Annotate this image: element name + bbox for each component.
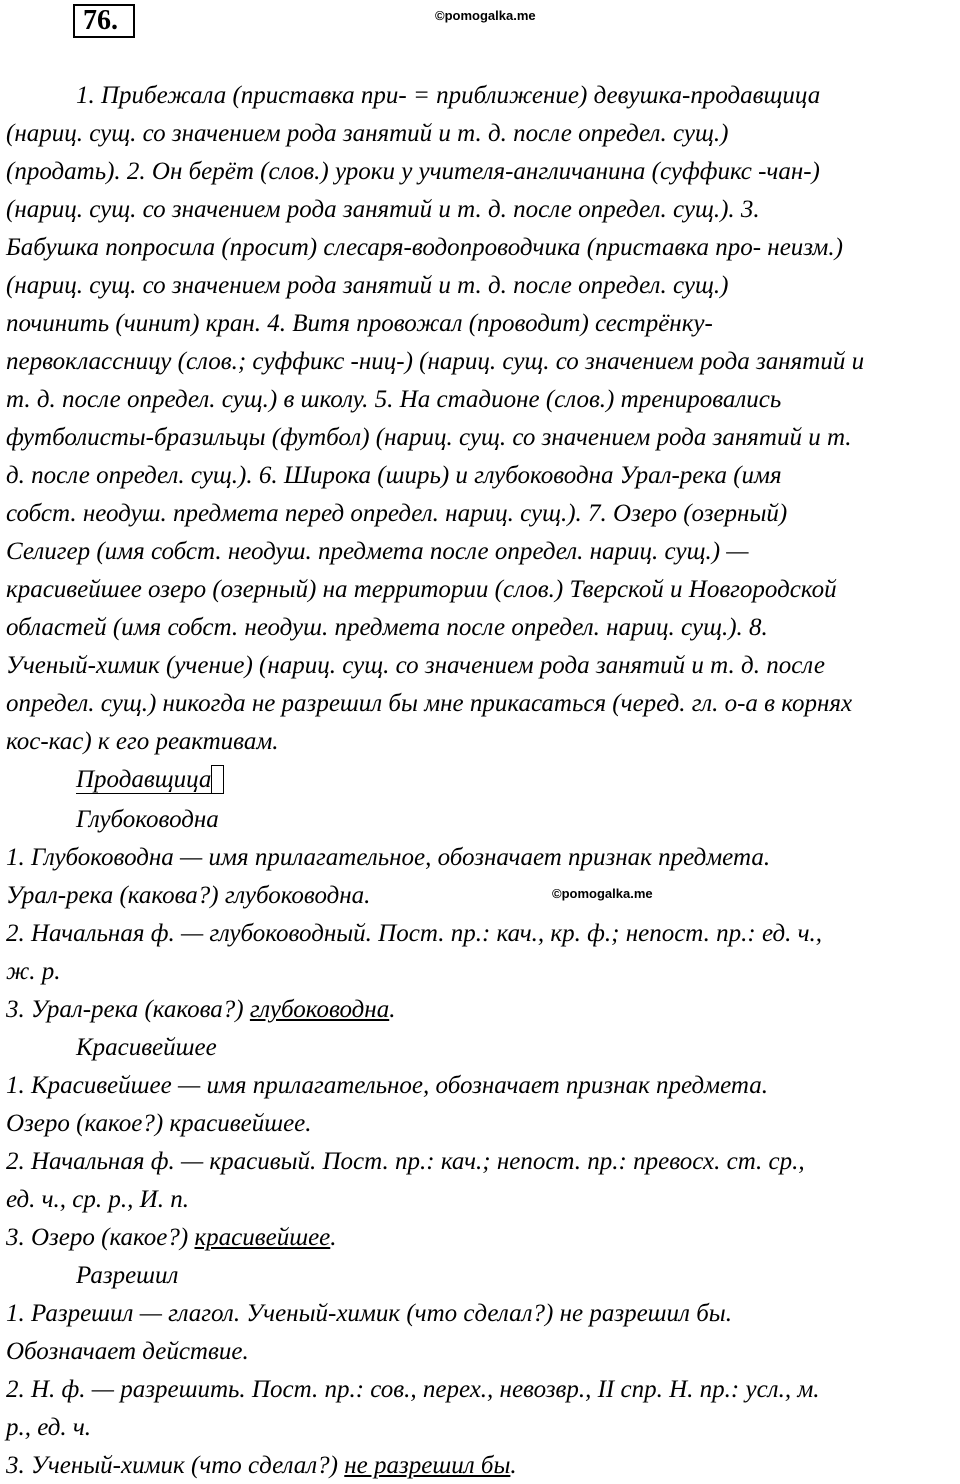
w4-line-4: р., ед. ч. [6, 1414, 92, 1441]
text-line-4: (нариц. сущ. со значением рода занятий и т. д. после определ. сущ.). 3. [6, 196, 760, 223]
text-line-15: областей (имя собст. неодуш. предмета после определ. нариц. сущ.). 8. [6, 614, 768, 641]
text-line-6: (нариц. сущ. со значением рода занятий и т. д. после определ. сущ.) [6, 272, 729, 299]
w4-line-5: 3. Ученый-химик (что сделал?) не разрешил бы. [6, 1452, 517, 1479]
text-line-1: 1. Прибежала (приставка при- = приближение) девушка-продавщица [76, 82, 821, 109]
task-number: 76. [73, 4, 135, 38]
text-line-9: т. д. после определ. сущ.) в школу. 5. На стадионе (слов.) тренировались [6, 386, 782, 413]
text-line-12: собст. неодуш. предмета перед определ. нариц. сущ.). 7. Озеро (озерный) [6, 500, 788, 527]
word-krasiveyshee: Красивейшее [76, 1034, 217, 1061]
watermark-top: ©pomogalka.me [435, 8, 536, 23]
watermark-mid: ©pomogalka.me [552, 886, 653, 901]
text-line-3: (продать). 2. Он берёт (слов.) уроки у учителя-англичанина (суффикс -чан-) [6, 158, 820, 185]
w2-line-5: 3. Урал-река (какова?) глубоководна. [6, 996, 396, 1023]
w3-line-3: 2. Начальная ф. — красивый. Пост. пр.: кач.; непост. пр.: превосх. ст. ср., [6, 1148, 805, 1175]
w2-line-1: 1. Глубоководна — имя прилагательное, обозначает признак предмета. [6, 844, 771, 871]
word-prodavshchitsa: Продавщица [76, 766, 960, 794]
text-line-11: д. после определ. сущ.). 6. Широка (ширь) и глубоководна Урал-река (имя [6, 462, 782, 489]
w3-line-2: Озеро (какое?) красивейшее. [6, 1110, 312, 1137]
w4-line-1: 1. Разрешил — глагол. Ученый-химик (что сделал?) не разрешил бы. [6, 1300, 732, 1327]
text-line-2: (нариц. сущ. со значением рода занятий и т. д. после определ. сущ.) [6, 120, 729, 147]
text-line-16: Ученый-химик (учение) (нариц. сущ. со значением рода занятий и т. д. после [6, 652, 825, 679]
w3-line-4: ед. ч., ср. р., И. п. [6, 1186, 189, 1213]
w4-line-2: Обозначает действие. [6, 1338, 249, 1365]
text-line-18: кос-кас) к его реактивам. [6, 728, 279, 755]
text-line-14: красивейшее озеро (озерный) на территории (слов.) Тверской и Новгородской [6, 576, 837, 603]
text-line-5: Бабушка попросила (просит) слесаря-водопроводчика (приставка про- неизм.) [6, 234, 843, 261]
text-line-13: Селигер (имя собст. неодуш. предмета после определ. нариц. сущ.) — [6, 538, 749, 565]
w2-line-3: 2. Начальная ф. — глубоководный. Пост. пр.: кач., кр. ф.; непост. пр.: ед. ч., [6, 920, 823, 947]
w2-line-4: ж. р. [6, 958, 61, 985]
w4-line-3: 2. Н. ф. — разрешить. Пост. пр.: сов., перех., невозвр., II спр. Н. пр.: усл., м. [6, 1376, 820, 1403]
ending-box [211, 765, 223, 794]
w3-line-5: 3. Озеро (какое?) красивейшее. [6, 1224, 337, 1251]
w3-line-1: 1. Красивейшее — имя прилагательное, обозначает признак предмета. [6, 1072, 768, 1099]
w2-line-2: Урал-река (какова?) глубоководна. [6, 882, 371, 909]
text-line-17: определ. сущ.) никогда не разрешил бы мне прикасаться (черед. гл. о-а в корнях [6, 690, 853, 717]
word-glubokovodna: Глубоководна [76, 806, 219, 833]
text-line-8: первоклассницу (слов.; суффикс -ниц-) (нариц. сущ. со значением рода занятий и [6, 348, 865, 375]
text-line-7: починить (чинит) кран. 4. Витя провожал (проводит) сестрёнку- [6, 310, 713, 337]
text-line-10: футболисты-бразильцы (футбол) (нариц. сущ. со значением рода занятий и т. [6, 424, 852, 451]
word-razreshil: Разрешил [76, 1262, 179, 1289]
